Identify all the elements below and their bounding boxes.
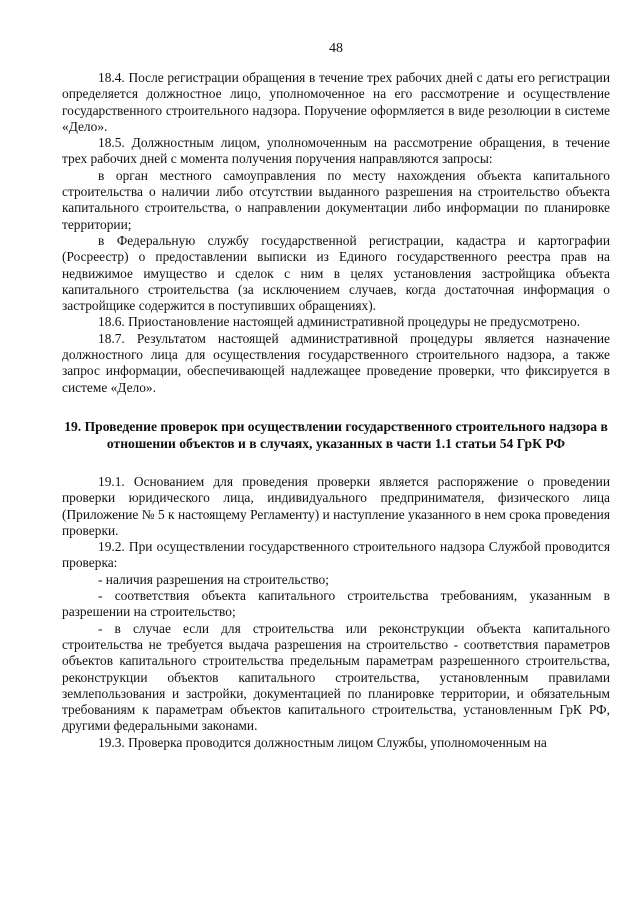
section-19-body [62, 474, 610, 751]
paragraph-19-1: 19.1. Основанием для проведения проверки является распоряжение о проведении проверки юридического лица, индивидуального предпринимателя, физического лица (Приложение № 5 к настоящему Регламенту) и наступление указанного в нем срока проведения проверки. [62, 473, 610, 538]
list-item-permit: - наличия разрешения на строительство; [98, 571, 329, 587]
paragraph-request-local-government: в орган местного самоуправления по месту нахождения объекта капитального строительства о наличии либо отсутствии выданного разрешения на строительство объекта капитального строительства, о направлении документации либо информации по планировке территории; [62, 167, 610, 232]
list-item-parameters: - в случае если для строительства или реконструкции объекта капитального строительства не требуется выдача разрешения на строительство - соответствия параметров объектов капитального строительства предельным параметрам разрешенного строительства, реконструкции объектов капитального строительства, установленным правилами землепользования и застройки, документацией по планировке территории, и обязательным требованиям к параметрам объектов капитального строительства, установленным ГрК РФ, другими федеральными законами. [62, 620, 610, 734]
paragraph-18-4: 18.4. После регистрации обращения в течение трех рабочих дней с даты его регистрации определяется должностное лицо, уполномоченное на его рассмотрение и осуществление государственного строительного надзора. Поручение оформляется в виде резолюции в системе «Дело». [62, 70, 610, 134]
section-19-heading: 19. Проведение проверок при осуществлении государственного строительного надзора в отношении объектов и в случаях, указанных в части 1.1 статьи 54 ГрК РФ [64, 418, 608, 451]
paragraph-18-6: 18.6. Приостановление настоящей административной процедуры не предусмотрено. [98, 314, 581, 330]
section-18-body [62, 70, 610, 396]
paragraph-18-5: 18.5. Должностным лицом, уполномоченным на рассмотрение обращения, в течение трех рабочих дней с момента получения поручения направляются запросы: [62, 135, 610, 167]
document-page [62, 0, 610, 751]
list-item-compliance: - соответствия объекта капитального строительства требованиям, указанным в разрешении на строительство; [62, 588, 610, 620]
paragraph-18-7: 18.7. Результатом настоящей административной процедуры является назначение должностного лица для осуществления государственного строительного надзора, а также запрос информации, обеспечивающей надлежащее проведение проверки, что фиксируется в системе «Дело». [62, 330, 610, 395]
page-number: 48 [329, 41, 343, 56]
paragraph-request-rosreestr: в Федеральную службу государственной регистрации, кадастра и картографии (Росреестр) о предоставлении выписки из Единого государственного реестра прав на недвижимое имущество и сделок с ним в целях установления застройщика объекта капитального строительства (за исключением случаев, когда достаточная информация о застройщике содержится в поступивших обращениях). [62, 232, 610, 314]
paragraph-19-2: 19.2. При осуществлении государственного строительного надзора Службой проводится проверка: [62, 539, 610, 571]
paragraph-19-3: 19.3. Проверка проводится должностным лицом Службы, уполномоченным на [98, 734, 547, 750]
